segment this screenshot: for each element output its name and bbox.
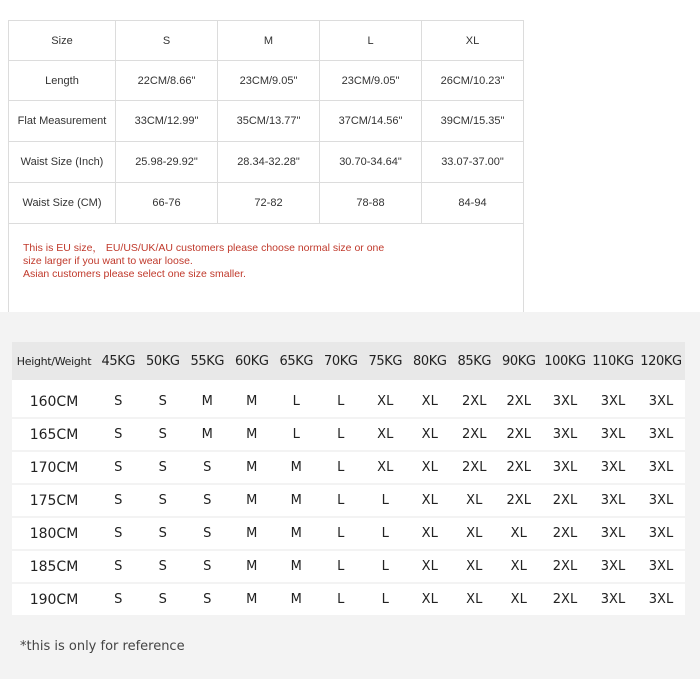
size-recommendation-cell: 3XL (637, 583, 685, 616)
height-label: 180CM (12, 517, 96, 550)
weight-header-cell: 60KG (230, 342, 275, 380)
size-recommendation-cell: 2XL (541, 484, 589, 517)
weight-header-cell: 120KG (637, 342, 685, 380)
size-recommendation-cell: L (319, 550, 364, 583)
size-recommendation-cell: 2XL (452, 451, 497, 484)
size-recommendation-cell: XL (408, 517, 453, 550)
size-recommendation-cell: S (96, 550, 141, 583)
weight-header-cell: 85KG (452, 342, 497, 380)
height-row (12, 418, 685, 451)
size-recommendation-cell: M (230, 484, 275, 517)
size-recommendation-cell: M (230, 517, 275, 550)
size-cell: 35CM/13.77" (218, 101, 320, 142)
size-recommendation-cell: 3XL (589, 517, 637, 550)
size-recommendation-cell: 3XL (637, 550, 685, 583)
size-cell: 23CM/9.05" (320, 61, 422, 101)
size-recommendation-cell: S (185, 451, 230, 484)
height-row (12, 484, 685, 517)
size-recommendation-cell: 3XL (589, 484, 637, 517)
size-row-label: Waist Size (Inch) (9, 142, 116, 183)
size-recommendation-cell: S (141, 550, 186, 583)
size-recommendation-cell: S (141, 451, 186, 484)
size-recommendation-cell: S (185, 517, 230, 550)
size-chart-table (8, 20, 524, 318)
size-recommendation-cell: 2XL (541, 550, 589, 583)
size-recommendation-cell: 2XL (541, 583, 589, 616)
weight-header-cell: 70KG (319, 342, 364, 380)
size-recommendation-cell: XL (363, 418, 408, 451)
size-recommendation-cell: S (96, 451, 141, 484)
size-cell: 37CM/14.56" (320, 101, 422, 142)
size-recommendation-cell: 2XL (541, 517, 589, 550)
size-recommendation-cell: S (141, 380, 186, 418)
size-recommendation-cell: L (274, 380, 319, 418)
weight-chart-panel (0, 312, 700, 679)
size-cell: 66-76 (116, 183, 218, 224)
size-recommendation-cell: 3XL (589, 418, 637, 451)
size-row-waist-cm (9, 183, 524, 224)
size-recommendation-cell: 3XL (637, 418, 685, 451)
height-row (12, 550, 685, 583)
size-note-line: Asian customers please select one size smaller. (23, 268, 246, 280)
size-recommendation-cell: XL (497, 550, 542, 583)
size-recommendation-cell: 2XL (452, 380, 497, 418)
size-recommendation-cell: M (274, 484, 319, 517)
size-note-row (9, 224, 524, 318)
size-recommendation-cell: XL (452, 583, 497, 616)
size-recommendation-cell: L (319, 418, 364, 451)
height-row (12, 517, 685, 550)
size-recommendation-cell: M (185, 418, 230, 451)
size-recommendation-cell: M (274, 550, 319, 583)
height-weight-corner: Height/Weight (12, 342, 96, 380)
size-recommendation-cell: L (363, 517, 408, 550)
size-recommendation-cell: L (319, 451, 364, 484)
size-cell: 26CM/10.23" (422, 61, 524, 101)
size-recommendation-cell: M (230, 380, 275, 418)
size-recommendation-cell: XL (408, 550, 453, 583)
weight-header-cell: 55KG (185, 342, 230, 380)
size-recommendation-cell: S (185, 583, 230, 616)
size-recommendation-cell: S (96, 418, 141, 451)
size-row-label: Length (9, 61, 116, 101)
weight-header-cell: 50KG (141, 342, 186, 380)
size-cell: 33.07-37.00" (422, 142, 524, 183)
size-row-label: Flat Measurement (9, 101, 116, 142)
height-label: 185CM (12, 550, 96, 583)
size-cell: 39CM/15.35" (422, 101, 524, 142)
size-recommendation-cell: 3XL (589, 550, 637, 583)
size-cell: 25.98-29.92" (116, 142, 218, 183)
height-row (12, 451, 685, 484)
size-recommendation-cell: 3XL (637, 517, 685, 550)
size-recommendation-cell: M (185, 380, 230, 418)
size-recommendation-cell: S (96, 583, 141, 616)
size-recommendation-cell: M (274, 517, 319, 550)
weight-header-cell: 45KG (96, 342, 141, 380)
size-recommendation-cell: S (96, 484, 141, 517)
size-cell: 33CM/12.99" (116, 101, 218, 142)
size-header-cell: L (320, 21, 422, 61)
size-recommendation-cell: 3XL (637, 380, 685, 418)
size-recommendation-cell: M (230, 550, 275, 583)
size-row-length (9, 61, 524, 101)
size-recommendation-cell: L (319, 484, 364, 517)
size-recommendation-cell: 3XL (589, 380, 637, 418)
size-recommendation-cell: 3XL (541, 451, 589, 484)
size-note-line: size larger if you want to wear loose. (23, 255, 193, 267)
size-row-label: Waist Size (CM) (9, 183, 116, 224)
size-cell: 84-94 (422, 183, 524, 224)
height-label: 175CM (12, 484, 96, 517)
size-recommendation-cell: 3XL (637, 451, 685, 484)
size-recommendation-cell: L (319, 517, 364, 550)
size-recommendation-cell: XL (408, 583, 453, 616)
size-recommendation-cell: 2XL (497, 484, 542, 517)
size-cell: 28.34-32.28" (218, 142, 320, 183)
height-row (12, 380, 685, 418)
size-recommendation-cell: L (319, 583, 364, 616)
weight-header-cell: 90KG (497, 342, 542, 380)
size-recommendation-cell: M (230, 451, 275, 484)
size-recommendation-cell: 3XL (589, 451, 637, 484)
size-header-cell: XL (422, 21, 524, 61)
size-recommendation-cell: XL (497, 583, 542, 616)
size-recommendation-cell: M (274, 583, 319, 616)
size-recommendation-cell: 2XL (497, 451, 542, 484)
size-note-line: This is EU size， EU/US/UK/AU customers please choose normal size or one (23, 242, 385, 254)
height-label: 190CM (12, 583, 96, 616)
size-recommendation-cell: M (274, 451, 319, 484)
size-recommendation-cell: S (141, 517, 186, 550)
size-recommendation-cell: 3XL (541, 418, 589, 451)
size-recommendation-cell: 3XL (637, 484, 685, 517)
size-recommendation-cell: 3XL (589, 583, 637, 616)
size-recommendation-cell: XL (452, 484, 497, 517)
height-row (12, 583, 685, 616)
size-recommendation-cell: XL (452, 517, 497, 550)
size-recommendation-cell: XL (363, 380, 408, 418)
height-label: 160CM (12, 380, 96, 418)
size-recommendation-cell: S (185, 550, 230, 583)
size-header-cell: S (116, 21, 218, 61)
size-recommendation-cell: L (363, 484, 408, 517)
size-recommendation-cell: L (363, 550, 408, 583)
size-header-cell: Size (9, 21, 116, 61)
size-cell: 78-88 (320, 183, 422, 224)
size-recommendation-cell: S (185, 484, 230, 517)
height-label: 170CM (12, 451, 96, 484)
size-recommendation-cell: XL (408, 451, 453, 484)
size-cell: 23CM/9.05" (218, 61, 320, 101)
size-recommendation-cell: XL (363, 451, 408, 484)
size-recommendation-cell: XL (497, 517, 542, 550)
size-recommendation-cell: XL (452, 550, 497, 583)
size-recommendation-cell: M (230, 418, 275, 451)
size-recommendation-cell: L (363, 583, 408, 616)
size-row-flat-measurement (9, 101, 524, 142)
height-label: 165CM (12, 418, 96, 451)
weight-header-cell: 110KG (589, 342, 637, 380)
size-recommendation-cell: S (141, 583, 186, 616)
height-weight-table (12, 342, 685, 617)
size-recommendation-cell: 2XL (497, 380, 542, 418)
weight-header-cell: 80KG (408, 342, 453, 380)
weight-header-cell: 75KG (363, 342, 408, 380)
size-header-cell: M (218, 21, 320, 61)
size-recommendation-cell: L (274, 418, 319, 451)
size-recommendation-cell: XL (408, 418, 453, 451)
size-cell: 72-82 (218, 183, 320, 224)
size-row-waist-inch (9, 142, 524, 183)
size-recommendation-cell: S (96, 380, 141, 418)
size-recommendation-cell: 3XL (541, 380, 589, 418)
size-cell: 30.70-34.64" (320, 142, 422, 183)
size-recommendation-cell: S (96, 517, 141, 550)
reference-note: *this is only for reference (20, 639, 185, 654)
weight-header-cell: 65KG (274, 342, 319, 380)
weight-header-row (12, 342, 685, 380)
size-cell: 22CM/8.66" (116, 61, 218, 101)
size-recommendation-cell: XL (408, 380, 453, 418)
size-recommendation-cell: 2XL (497, 418, 542, 451)
size-recommendation-cell: M (230, 583, 275, 616)
size-recommendation-cell: S (141, 484, 186, 517)
weight-header-cell: 100KG (541, 342, 589, 380)
size-recommendation-cell: S (141, 418, 186, 451)
size-recommendation-cell: XL (408, 484, 453, 517)
size-note (9, 224, 524, 318)
size-recommendation-cell: L (319, 380, 364, 418)
size-header-row (9, 21, 524, 61)
size-recommendation-cell: 2XL (452, 418, 497, 451)
